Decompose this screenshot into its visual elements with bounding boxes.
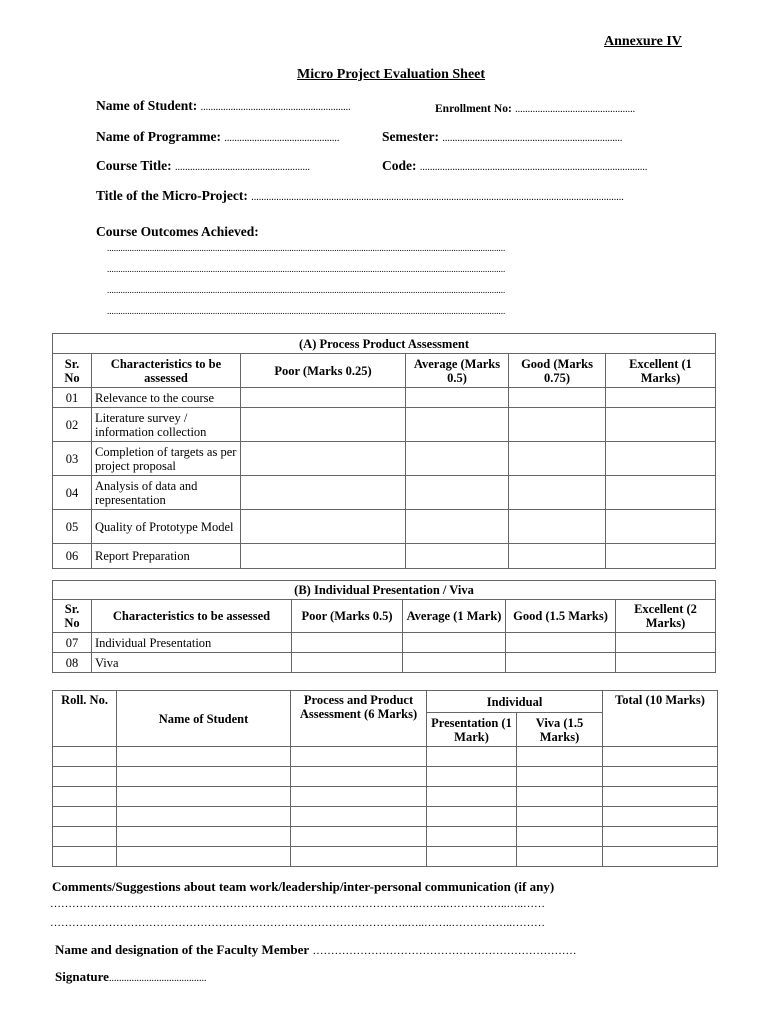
header-viva: Viva (1.5 Marks)	[517, 713, 603, 747]
outcome-line[interactable]: .................................................................................................................................................................................	[107, 306, 506, 316]
entry-cell[interactable]	[117, 847, 291, 867]
sr-no: 06	[53, 544, 92, 569]
header-excellent: Excellent (2 Marks)	[616, 600, 716, 633]
mark-cell[interactable]	[292, 653, 403, 673]
mark-cell[interactable]	[606, 388, 716, 408]
mark-cell[interactable]	[509, 510, 606, 544]
entry-cell[interactable]	[427, 767, 517, 787]
table-row	[53, 747, 718, 767]
header-process-assessment: Process and Product Assessment (6 Marks)	[291, 691, 427, 747]
mark-cell[interactable]	[406, 544, 509, 569]
header-good: Good (1.5 Marks)	[506, 600, 616, 633]
semester-field[interactable]	[382, 129, 622, 145]
course-title-dots: ......................................................	[175, 162, 310, 173]
mark-cell[interactable]	[241, 544, 406, 569]
entry-cell[interactable]	[427, 827, 517, 847]
comments-line[interactable]: ………………………………………………………………………………………..……..……………..…..……	[50, 898, 545, 910]
mark-cell[interactable]	[616, 633, 716, 653]
entry-cell[interactable]	[53, 847, 117, 867]
entry-cell[interactable]	[427, 787, 517, 807]
header-excellent: Excellent (1 Marks)	[606, 354, 716, 388]
table-row	[53, 633, 716, 653]
enrollment-label: Enrollment No:	[435, 103, 512, 115]
mark-cell[interactable]	[403, 653, 506, 673]
header-individual: Individual	[427, 691, 603, 713]
project-title-field[interactable]	[96, 188, 624, 204]
entry-cell[interactable]	[117, 787, 291, 807]
table-row	[53, 847, 718, 867]
mark-cell[interactable]	[241, 476, 406, 510]
outcome-line[interactable]: .................................................................................................................................................................................	[107, 264, 506, 274]
sr-no: 05	[53, 510, 92, 544]
entry-cell[interactable]	[603, 807, 718, 827]
faculty-label: Name and designation of the Faculty Member	[55, 942, 310, 957]
entry-cell[interactable]	[291, 807, 427, 827]
code-field[interactable]	[382, 158, 647, 174]
mark-cell[interactable]	[606, 442, 716, 476]
characteristic: Literature survey / information collection	[92, 408, 241, 442]
table-row	[53, 476, 716, 510]
characteristic: Completion of targets as per project proposal	[92, 442, 241, 476]
course-title-label: Course Title:	[96, 158, 172, 173]
outcome-line[interactable]: .................................................................................................................................................................................	[107, 243, 506, 253]
table-row	[53, 544, 716, 569]
mark-cell[interactable]	[241, 510, 406, 544]
entry-cell[interactable]	[517, 767, 603, 787]
entry-cell[interactable]	[427, 807, 517, 827]
page-title: Micro Project Evaluation Sheet	[297, 67, 486, 82]
signature-dots: .......................................	[108, 973, 207, 984]
header-sr-no: Sr. No	[53, 600, 92, 633]
mark-cell[interactable]	[406, 476, 509, 510]
presentation-viva-table	[52, 580, 716, 673]
header-average: Average (Marks 0.5)	[406, 354, 509, 388]
table-row	[53, 807, 718, 827]
mark-cell[interactable]	[241, 442, 406, 476]
mark-cell[interactable]	[406, 510, 509, 544]
mark-cell[interactable]	[506, 653, 616, 673]
comments-label: Comments/Suggestions about team work/leadership/inter-personal communication (if any)	[52, 879, 555, 894]
header-poor: Poor (Marks 0.25)	[241, 354, 406, 388]
mark-cell[interactable]	[241, 388, 406, 408]
sr-no: 07	[53, 633, 92, 653]
mark-cell[interactable]	[406, 388, 509, 408]
characteristic: Relevance to the course	[92, 388, 241, 408]
entry-cell[interactable]	[291, 787, 427, 807]
code-dots: ...........................................................................................	[419, 162, 648, 173]
entry-cell[interactable]	[517, 847, 603, 867]
sr-no: 01	[53, 388, 92, 408]
characteristic: Individual Presentation	[92, 633, 292, 653]
project-title-dots: .....................................................................................................................................................	[251, 192, 624, 203]
faculty-field[interactable]	[55, 942, 576, 958]
entry-cell[interactable]	[603, 847, 718, 867]
characteristic: Analysis of data and representation	[92, 476, 241, 510]
header-characteristics: Characteristics to be assessed	[92, 354, 241, 388]
table-row	[53, 653, 716, 673]
entry-cell[interactable]	[427, 747, 517, 767]
programme-dots: ..............................................	[224, 133, 340, 144]
entry-cell[interactable]	[117, 827, 291, 847]
entry-cell[interactable]	[603, 787, 718, 807]
header-characteristics: Characteristics to be assessed	[92, 600, 292, 633]
characteristic: Report Preparation	[92, 544, 241, 569]
header-poor: Poor (Marks 0.5)	[292, 600, 403, 633]
table-row	[53, 408, 716, 442]
table-a-title: (A) Process Product Assessment	[53, 334, 716, 354]
entry-cell[interactable]	[517, 827, 603, 847]
mark-cell[interactable]	[606, 510, 716, 544]
table-row	[53, 787, 718, 807]
faculty-dots: ………………………………………………………………	[312, 945, 577, 957]
entry-cell[interactable]	[427, 847, 517, 867]
signature-field[interactable]	[55, 969, 206, 985]
process-product-table	[52, 333, 716, 569]
mark-cell[interactable]	[509, 388, 606, 408]
mark-cell[interactable]	[606, 408, 716, 442]
mark-cell[interactable]	[403, 633, 506, 653]
characteristic: Quality of Prototype Model	[92, 510, 241, 544]
marks-summary-table	[52, 690, 718, 867]
code-label: Code:	[382, 158, 417, 173]
outcomes-label	[96, 224, 259, 240]
entry-cell[interactable]	[291, 767, 427, 787]
entry-cell[interactable]	[517, 787, 603, 807]
entry-cell[interactable]	[291, 847, 427, 867]
semester-dots: ........................................................................	[442, 133, 623, 144]
entry-cell[interactable]	[53, 767, 117, 787]
header-sr-no: Sr. No	[53, 354, 92, 388]
header-average: Average (1 Mark)	[403, 600, 506, 633]
entry-cell[interactable]	[517, 807, 603, 827]
mark-cell[interactable]	[292, 633, 403, 653]
mark-cell[interactable]	[406, 442, 509, 476]
student-name-field[interactable]	[96, 98, 351, 114]
entry-cell[interactable]	[603, 747, 718, 767]
entry-cell[interactable]	[117, 747, 291, 767]
entry-cell[interactable]	[53, 747, 117, 767]
enrollment-dots: ................................................	[515, 104, 636, 115]
outcome-line[interactable]: .................................................................................................................................................................................	[107, 285, 506, 295]
header-total: Total (10 Marks)	[603, 691, 718, 747]
table-row	[53, 442, 716, 476]
mark-cell[interactable]	[606, 544, 716, 569]
comments-line[interactable]: ……………………………………………………………………………………..…..……..……………..………	[50, 917, 545, 929]
mark-cell[interactable]	[616, 653, 716, 673]
mark-cell[interactable]	[509, 408, 606, 442]
entry-cell[interactable]	[53, 787, 117, 807]
table-row	[53, 767, 718, 787]
header-student-name: Name of Student	[117, 691, 291, 747]
mark-cell[interactable]	[509, 442, 606, 476]
entry-cell[interactable]	[517, 747, 603, 767]
header-presentation: Presentation (1 Mark)	[427, 713, 517, 747]
entry-cell[interactable]	[603, 767, 718, 787]
entry-cell[interactable]	[53, 827, 117, 847]
entry-cell[interactable]	[53, 807, 117, 827]
table-row	[53, 388, 716, 408]
signature-label: Signature	[55, 969, 109, 984]
mark-cell[interactable]	[241, 408, 406, 442]
mark-cell[interactable]	[406, 408, 509, 442]
outcomes-label-text: Course Outcomes Achieved:	[96, 224, 259, 239]
header-good: Good (Marks 0.75)	[509, 354, 606, 388]
course-title-field[interactable]	[96, 158, 310, 174]
table-row	[53, 510, 716, 544]
entry-cell[interactable]	[117, 807, 291, 827]
mark-cell[interactable]	[509, 544, 606, 569]
characteristic: Viva	[92, 653, 292, 673]
student-name-dots: ............................................................	[200, 102, 351, 113]
project-title-label: Title of the Micro-Project:	[96, 188, 248, 203]
sr-no: 02	[53, 408, 92, 442]
student-name-label: Name of Student:	[96, 98, 198, 113]
header-roll-no: Roll. No.	[53, 691, 117, 747]
sr-no: 08	[53, 653, 92, 673]
entry-cell[interactable]	[117, 767, 291, 787]
enrollment-field[interactable]	[435, 100, 635, 116]
programme-field[interactable]	[96, 129, 339, 145]
entry-cell[interactable]	[291, 747, 427, 767]
semester-label: Semester:	[382, 129, 439, 144]
entry-cell[interactable]	[603, 827, 718, 847]
entry-cell[interactable]	[291, 827, 427, 847]
sr-no: 03	[53, 442, 92, 476]
annexure-label: Annexure IV	[604, 34, 682, 49]
programme-label: Name of Programme:	[96, 129, 221, 144]
mark-cell[interactable]	[506, 633, 616, 653]
table-b-title: (B) Individual Presentation / Viva	[53, 581, 716, 600]
table-row	[53, 827, 718, 847]
mark-cell[interactable]	[509, 476, 606, 510]
sr-no: 04	[53, 476, 92, 510]
mark-cell[interactable]	[606, 476, 716, 510]
